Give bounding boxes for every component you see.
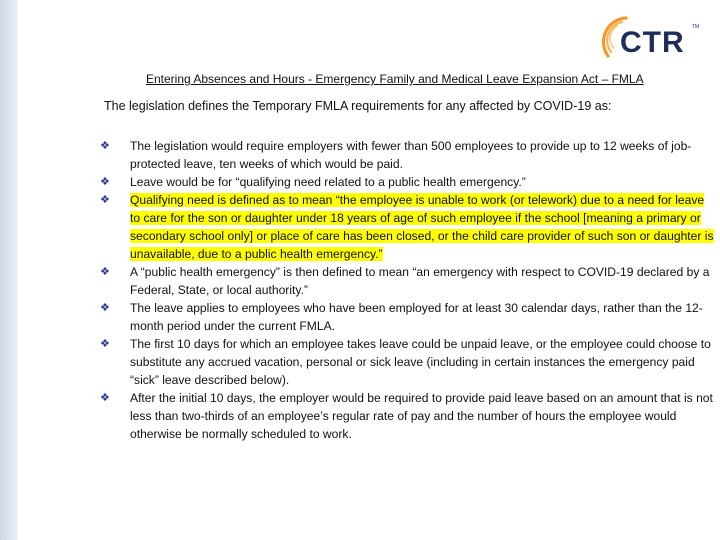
diamond-bullet-icon: ❖	[100, 266, 110, 278]
left-decorative-band	[0, 0, 18, 540]
bullet-text: The first 10 days for which an employee takes leave could be unpaid leave, or the employee could choose to substitute any accrued vacation, personal or sick leave (including in certain instances the emergency paid “sick” leave described below).	[130, 337, 711, 387]
diamond-bullet-icon: ❖	[100, 338, 110, 350]
list-item	[100, 335, 720, 389]
diamond-bullet-icon: ❖	[100, 392, 110, 404]
bullet-text: The legislation would require employers with fewer than 500 employees to provide up to 12 weeks of job-protected leave, ten weeks of which would be paid.	[130, 139, 692, 171]
list-item	[100, 137, 720, 173]
bullet-text: Leave would be for “qualifying need related to a public health emergency.”	[130, 175, 526, 189]
list-item	[100, 299, 720, 335]
bullet-list	[100, 137, 720, 443]
bullet-text: The leave applies to employees who have been employed for at least 30 calendar days, rather than the 12-month period under the current FMLA.	[130, 301, 703, 333]
ctr-logo	[600, 12, 708, 68]
slide-title: Entering Absences and Hours - Emergency Family and Medical Leave Expansion Act – FMLA	[146, 72, 644, 86]
intro-text: The legislation defines the Temporary FMLA requirements for any affected by COVID-19 as:	[104, 99, 612, 113]
svg-text:TM: TM	[692, 24, 700, 30]
bullet-text: After the initial 10 days, the employer would be required to provide paid leave based on an amount that is not less than two-thirds of an employee’s regular rate of pay and the number of hours the employee would otherwise be normally scheduled to work.	[130, 391, 713, 441]
diamond-bullet-icon: ❖	[100, 194, 110, 206]
diamond-bullet-icon: ❖	[100, 176, 110, 188]
list-item	[100, 191, 720, 263]
diamond-bullet-icon: ❖	[100, 140, 110, 152]
list-item	[100, 263, 720, 299]
list-item	[100, 173, 720, 191]
bullet-text: A “public health emergency” is then defined to mean “an emergency with respect to COVID-19 declared by a Federal, State, or local authority.”	[130, 265, 710, 297]
bullet-text-highlighted	[130, 191, 716, 263]
svg-text:CTR: CTR	[620, 26, 685, 59]
list-item	[100, 389, 720, 443]
highlighted-text: Qualifying need is defined as to mean “the employee is unable to work (or telework) due to a need for leave to care for the son or daughter under 18 years of age of such employee if the school [meaning a primary or secondary school only] or place of care has been closed, or the child care provider of such son or daughter is unavailable, due to a public health emergency.”	[130, 193, 714, 261]
diamond-bullet-icon: ❖	[100, 302, 110, 314]
